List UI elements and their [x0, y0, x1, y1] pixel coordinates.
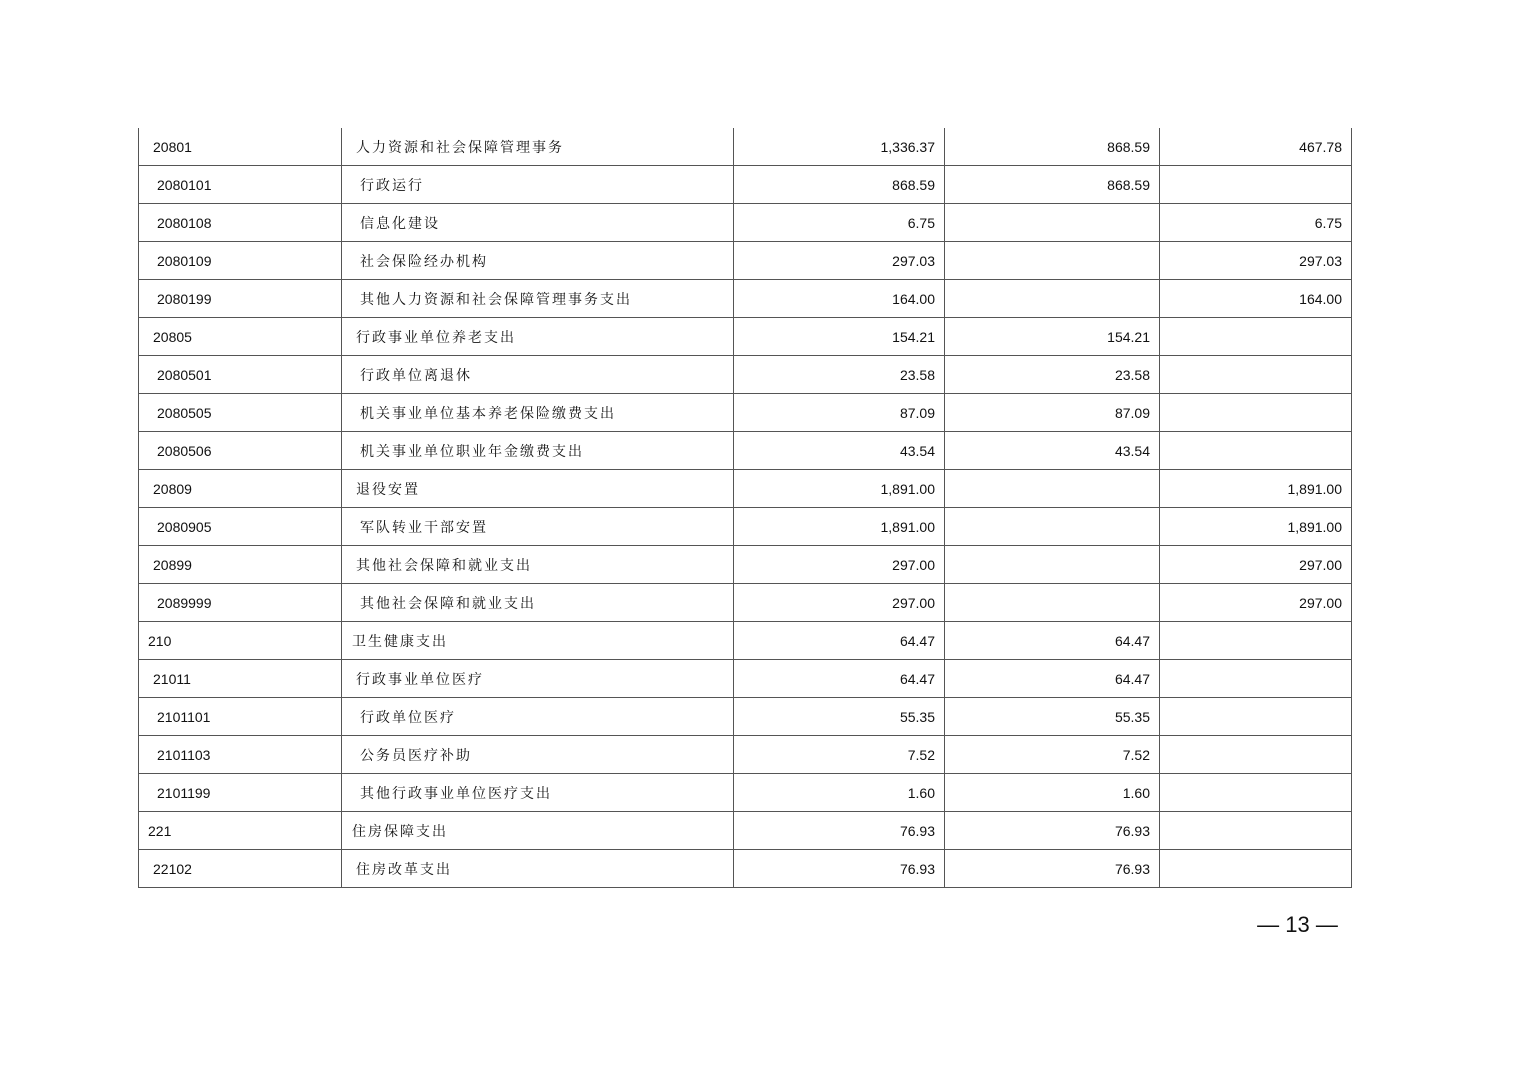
table-row	[139, 508, 1352, 546]
budget-expenditure-table	[138, 128, 1352, 888]
name-cell: 行政事业单位医疗	[342, 660, 734, 698]
basic-expenditure-cell: 64.47	[945, 622, 1160, 660]
name-cell: 行政单位离退休	[342, 356, 734, 394]
total-amount-cell: 297.00	[734, 584, 945, 622]
project-expenditure-cell: 164.00	[1160, 280, 1352, 318]
project-expenditure-cell	[1160, 356, 1352, 394]
total-amount-cell: 1,891.00	[734, 470, 945, 508]
code-cell: 22102	[139, 850, 342, 888]
total-amount-cell: 164.00	[734, 280, 945, 318]
name-cell: 人力资源和社会保障管理事务	[342, 128, 734, 166]
basic-expenditure-cell: 76.93	[945, 850, 1160, 888]
basic-expenditure-cell	[945, 508, 1160, 546]
project-expenditure-cell	[1160, 622, 1352, 660]
total-amount-cell: 7.52	[734, 736, 945, 774]
table-row	[139, 470, 1352, 508]
project-expenditure-cell	[1160, 660, 1352, 698]
name-cell: 其他行政事业单位医疗支出	[342, 774, 734, 812]
total-amount-cell: 154.21	[734, 318, 945, 356]
total-amount-cell: 1,336.37	[734, 128, 945, 166]
total-amount-cell: 868.59	[734, 166, 945, 204]
total-amount-cell: 6.75	[734, 204, 945, 242]
table-row	[139, 242, 1352, 280]
name-cell: 信息化建设	[342, 204, 734, 242]
name-cell: 社会保险经办机构	[342, 242, 734, 280]
project-expenditure-cell: 467.78	[1160, 128, 1352, 166]
total-amount-cell: 64.47	[734, 622, 945, 660]
code-cell: 20899	[139, 546, 342, 584]
project-expenditure-cell	[1160, 394, 1352, 432]
table-row	[139, 774, 1352, 812]
basic-expenditure-cell	[945, 546, 1160, 584]
table-row	[139, 280, 1352, 318]
code-cell: 2080501	[139, 356, 342, 394]
project-expenditure-cell: 297.00	[1160, 584, 1352, 622]
table-row	[139, 356, 1352, 394]
name-cell: 住房改革支出	[342, 850, 734, 888]
project-expenditure-cell	[1160, 850, 1352, 888]
basic-expenditure-cell: 23.58	[945, 356, 1160, 394]
code-cell: 2080905	[139, 508, 342, 546]
basic-expenditure-cell	[945, 204, 1160, 242]
basic-expenditure-cell	[945, 242, 1160, 280]
basic-expenditure-cell	[945, 280, 1160, 318]
table-row	[139, 736, 1352, 774]
name-cell: 军队转业干部安置	[342, 508, 734, 546]
project-expenditure-cell: 297.03	[1160, 242, 1352, 280]
basic-expenditure-cell	[945, 584, 1160, 622]
table-body	[139, 128, 1352, 888]
project-expenditure-cell	[1160, 166, 1352, 204]
table-row	[139, 698, 1352, 736]
code-cell: 2089999	[139, 584, 342, 622]
name-cell: 公务员医疗补助	[342, 736, 734, 774]
code-cell: 21011	[139, 660, 342, 698]
code-cell: 210	[139, 622, 342, 660]
total-amount-cell: 1.60	[734, 774, 945, 812]
total-amount-cell: 87.09	[734, 394, 945, 432]
basic-expenditure-cell: 868.59	[945, 166, 1160, 204]
name-cell: 退役安置	[342, 470, 734, 508]
basic-expenditure-cell: 43.54	[945, 432, 1160, 470]
code-cell: 20809	[139, 470, 342, 508]
code-cell: 2080108	[139, 204, 342, 242]
project-expenditure-cell	[1160, 698, 1352, 736]
table-row	[139, 850, 1352, 888]
name-cell: 卫生健康支出	[342, 622, 734, 660]
table-row	[139, 394, 1352, 432]
basic-expenditure-cell: 7.52	[945, 736, 1160, 774]
total-amount-cell: 23.58	[734, 356, 945, 394]
name-cell: 其他社会保障和就业支出	[342, 546, 734, 584]
code-cell: 2101199	[139, 774, 342, 812]
name-cell: 行政事业单位养老支出	[342, 318, 734, 356]
basic-expenditure-cell: 76.93	[945, 812, 1160, 850]
code-cell: 20805	[139, 318, 342, 356]
code-cell: 2080506	[139, 432, 342, 470]
project-expenditure-cell	[1160, 318, 1352, 356]
basic-expenditure-cell: 87.09	[945, 394, 1160, 432]
name-cell: 行政单位医疗	[342, 698, 734, 736]
page-number: — 13 —	[1257, 912, 1338, 937]
code-cell: 2080109	[139, 242, 342, 280]
name-cell: 其他人力资源和社会保障管理事务支出	[342, 280, 734, 318]
total-amount-cell: 76.93	[734, 812, 945, 850]
table-row	[139, 166, 1352, 204]
project-expenditure-cell	[1160, 812, 1352, 850]
project-expenditure-cell	[1160, 432, 1352, 470]
table-row	[139, 128, 1352, 166]
table-row	[139, 812, 1352, 850]
name-cell: 行政运行	[342, 166, 734, 204]
name-cell: 其他社会保障和就业支出	[342, 584, 734, 622]
code-cell: 2080199	[139, 280, 342, 318]
table-row	[139, 584, 1352, 622]
basic-expenditure-cell: 868.59	[945, 128, 1160, 166]
basic-expenditure-cell: 1.60	[945, 774, 1160, 812]
table-row	[139, 622, 1352, 660]
total-amount-cell: 64.47	[734, 660, 945, 698]
total-amount-cell: 43.54	[734, 432, 945, 470]
code-cell: 221	[139, 812, 342, 850]
name-cell: 住房保障支出	[342, 812, 734, 850]
table-row	[139, 318, 1352, 356]
name-cell: 机关事业单位基本养老保险缴费支出	[342, 394, 734, 432]
basic-expenditure-cell: 64.47	[945, 660, 1160, 698]
basic-expenditure-cell: 55.35	[945, 698, 1160, 736]
table-row	[139, 204, 1352, 242]
project-expenditure-cell	[1160, 736, 1352, 774]
total-amount-cell: 297.03	[734, 242, 945, 280]
code-cell: 20801	[139, 128, 342, 166]
total-amount-cell: 55.35	[734, 698, 945, 736]
code-cell: 2080101	[139, 166, 342, 204]
project-expenditure-cell: 297.00	[1160, 546, 1352, 584]
project-expenditure-cell: 1,891.00	[1160, 508, 1352, 546]
table-row	[139, 432, 1352, 470]
basic-expenditure-cell: 154.21	[945, 318, 1160, 356]
code-cell: 2080505	[139, 394, 342, 432]
project-expenditure-cell: 1,891.00	[1160, 470, 1352, 508]
name-cell: 机关事业单位职业年金缴费支出	[342, 432, 734, 470]
project-expenditure-cell	[1160, 774, 1352, 812]
table-row	[139, 660, 1352, 698]
total-amount-cell: 297.00	[734, 546, 945, 584]
total-amount-cell: 1,891.00	[734, 508, 945, 546]
table-row	[139, 546, 1352, 584]
code-cell: 2101101	[139, 698, 342, 736]
code-cell: 2101103	[139, 736, 342, 774]
basic-expenditure-cell	[945, 470, 1160, 508]
project-expenditure-cell: 6.75	[1160, 204, 1352, 242]
total-amount-cell: 76.93	[734, 850, 945, 888]
